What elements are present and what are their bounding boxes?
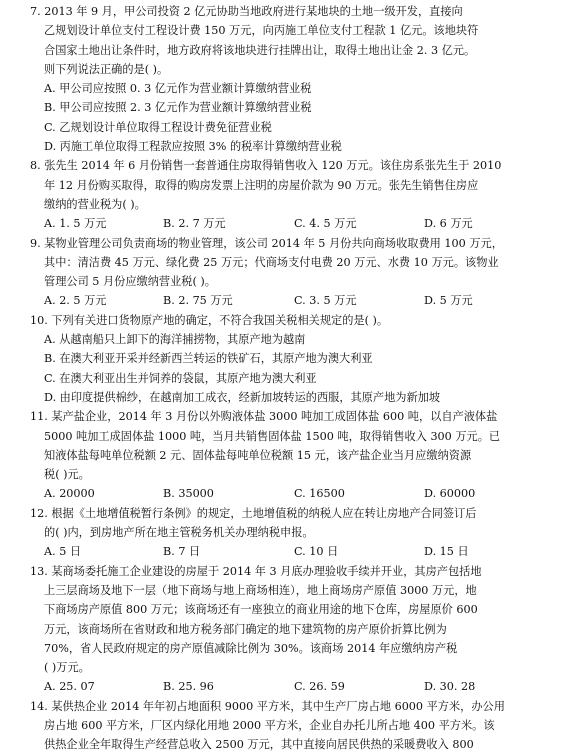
question-stem-continued: 万元，该商场所在省财政和地方税务部门确定的地下建筑物的房产原价折算比例为 xyxy=(44,622,447,636)
answer-option: A. 20000 xyxy=(44,487,95,501)
answer-option: C. 3. 5 万元 xyxy=(294,294,357,308)
question-stem-continued: 知液体盐每吨单位税额 2 元、固体盐每吨单位税额 15 元，该产盐企业当月应缴纳资源 xyxy=(44,448,472,462)
answer-options-row xyxy=(44,542,549,561)
question-stem: 10. 下列有关进口货物原产地的确定，不符合我国关税相关规定的是( )。 xyxy=(30,313,389,327)
answer-option: D. 由印度提供棉纱，在越南加工成衣，经新加坡转运的西服，其原产地为新加坡 xyxy=(44,390,441,404)
answer-option: D. 15 日 xyxy=(424,545,469,559)
answer-options-row xyxy=(44,214,549,233)
answer-option: C. 在澳大利亚出生并饲养的袋鼠，其原产地为澳大利亚 xyxy=(44,371,317,385)
question-stem: 11. 某产盐企业，2014 年 3 月份以外购液体盐 3000 吨加工成固体盐 600 吨，以自产液体盐 xyxy=(30,410,498,424)
answer-options-row xyxy=(44,677,549,696)
answer-option: C. 16500 xyxy=(294,487,345,501)
answer-options-row xyxy=(44,484,549,503)
answer-option: B. 2. 7 万元 xyxy=(163,217,226,231)
answer-option: A. 25. 07 xyxy=(44,680,95,694)
question-stem-continued: 下商场房产原值 800 万元；该商场还有一座独立的商业用途的地下仓库，房屋原价 600 xyxy=(44,603,478,617)
question-stem-continued: 房占地 600 平方米，厂区内绿化用地 2000 平方米，企业自办托儿所占地 400 平方米。该 xyxy=(44,718,495,732)
question-stem: 8. 张先生 2014 年 6 月份销售一套普通住房取得销售收入 120 万元。该住房系张先生于 2010 xyxy=(30,159,502,173)
question-stem-continued: 合国家土地出让条件时，地方政府将该地块进行挂牌出让，取得土地出让金 2. 3 亿元。 xyxy=(44,43,476,57)
answer-option: A. 1. 5 万元 xyxy=(44,217,107,231)
answer-option: B. 7 日 xyxy=(163,545,201,559)
question-stem-continued: 管理公司 5 月份应缴纳营业税( )。 xyxy=(44,275,216,289)
question-stem-continued: 则下列说法正确的是( )。 xyxy=(44,62,169,76)
question-stem-continued: 70%，省人民政府规定的房产原值减除比例为 30%。该商场 2014 年应缴纳房产税 xyxy=(44,641,458,655)
question-stem-continued: 乙规划设计单位支付工程设计费 150 万元，向丙施工单位支付工程款 1 亿元。该地块符 xyxy=(44,24,479,38)
question-stem-continued: 税( )元。 xyxy=(44,468,90,482)
answer-option: A. 从越南船只上卸下的海洋捕捞物，其原产地为越南 xyxy=(44,333,306,347)
question-stem: 12. 根据《土地增值税暂行条例》的规定，土地增值税的纳税人应在转让房地产合同签订后 xyxy=(30,506,477,520)
answer-option: C. 4. 5 万元 xyxy=(294,217,357,231)
answer-option: D. 丙施工单位取得工程款应按照 3% 的税率计算缴纳营业税 xyxy=(44,140,342,154)
question-stem-continued: 5000 吨加工成固体盐 1000 吨，当月共销售固体盐 1500 吨，取得销售收入 300 万元。已 xyxy=(44,429,501,443)
question-7 xyxy=(30,2,549,156)
question-stem: 14. 某供热企业 2014 年年初占地面积 9000 平方米，其中生产厂房占地 6000 平方米，办公用 xyxy=(30,699,505,713)
question-stem-continued: 上三层商场及地下一层（地下商场与地上商场相连），地上商场房产原值 3000 万元，地 xyxy=(44,583,477,597)
answer-option: A. 2. 5 万元 xyxy=(44,294,107,308)
answer-option: A. 5 日 xyxy=(44,545,82,559)
question-stem: 9. 某物业管理公司负责商场的物业管理，该公司 2014 年 5 月份共向商场收取费用 100 万元， xyxy=(30,236,503,250)
answer-option: B. 2. 75 万元 xyxy=(163,294,233,308)
answer-options-row xyxy=(44,291,549,310)
question-stem-continued: 缴纳的营业税为( )。 xyxy=(44,197,146,211)
answer-option: A. 甲公司应按照 0. 3 亿元作为营业额计算缴纳营业税 xyxy=(44,82,312,96)
question-stem-continued: 年 12 月份购买取得，取得的购房发票上注明的房屋价款为 90 万元。张先生销售住房应 xyxy=(44,178,479,192)
question-12 xyxy=(30,504,549,562)
answer-option: C. 乙规划设计单位取得工程设计费免征营业税 xyxy=(44,120,272,134)
question-9 xyxy=(30,234,549,311)
question-stem: 7. 2013 年 9 月，甲公司投资 2 亿元协助当地政府进行某地块的土地一级开发，直接向 xyxy=(30,5,463,18)
answer-option: D. 6 万元 xyxy=(424,217,473,231)
answer-option: B. 在澳大利亚开采并经新西兰转运的铁矿石，其原产地为澳大利亚 xyxy=(44,352,373,366)
question-stem: 13. 某商场委托施工企业建设的房屋于 2014 年 3 月底办理验收手续并开业，其房产包括地 xyxy=(30,564,482,578)
question-14 xyxy=(30,697,549,755)
answer-option: D. 60000 xyxy=(424,487,476,501)
answer-option: D. 5 万元 xyxy=(424,294,473,308)
question-13 xyxy=(30,562,549,697)
answer-option: B. 35000 xyxy=(163,487,214,501)
answer-option: B. 25. 96 xyxy=(163,680,214,694)
answer-option: C. 10 日 xyxy=(294,545,339,559)
question-8 xyxy=(30,156,549,233)
question-stem-continued: 供热企业全年取得生产经营总收入 2500 万元，其中直接向居民供热的采暖费收入 800 xyxy=(44,738,474,752)
question-stem-continued: 的( )内，到房地产所在地主管税务机关办理纳税申报。 xyxy=(44,526,314,540)
answer-option: D. 30. 28 xyxy=(424,680,476,694)
question-stem-continued: 其中：清洁费 45 万元、绿化费 25 万元；代商场支付电费 20 万元、水费 10 万元。该物业 xyxy=(44,255,499,269)
question-stem-continued: ( )万元。 xyxy=(44,661,90,675)
question-10 xyxy=(30,311,549,407)
answer-option: C. 26. 59 xyxy=(294,680,345,694)
question-11 xyxy=(30,407,549,503)
answer-option: B. 甲公司应按照 2. 3 亿元作为营业额计算缴纳营业税 xyxy=(44,101,312,115)
